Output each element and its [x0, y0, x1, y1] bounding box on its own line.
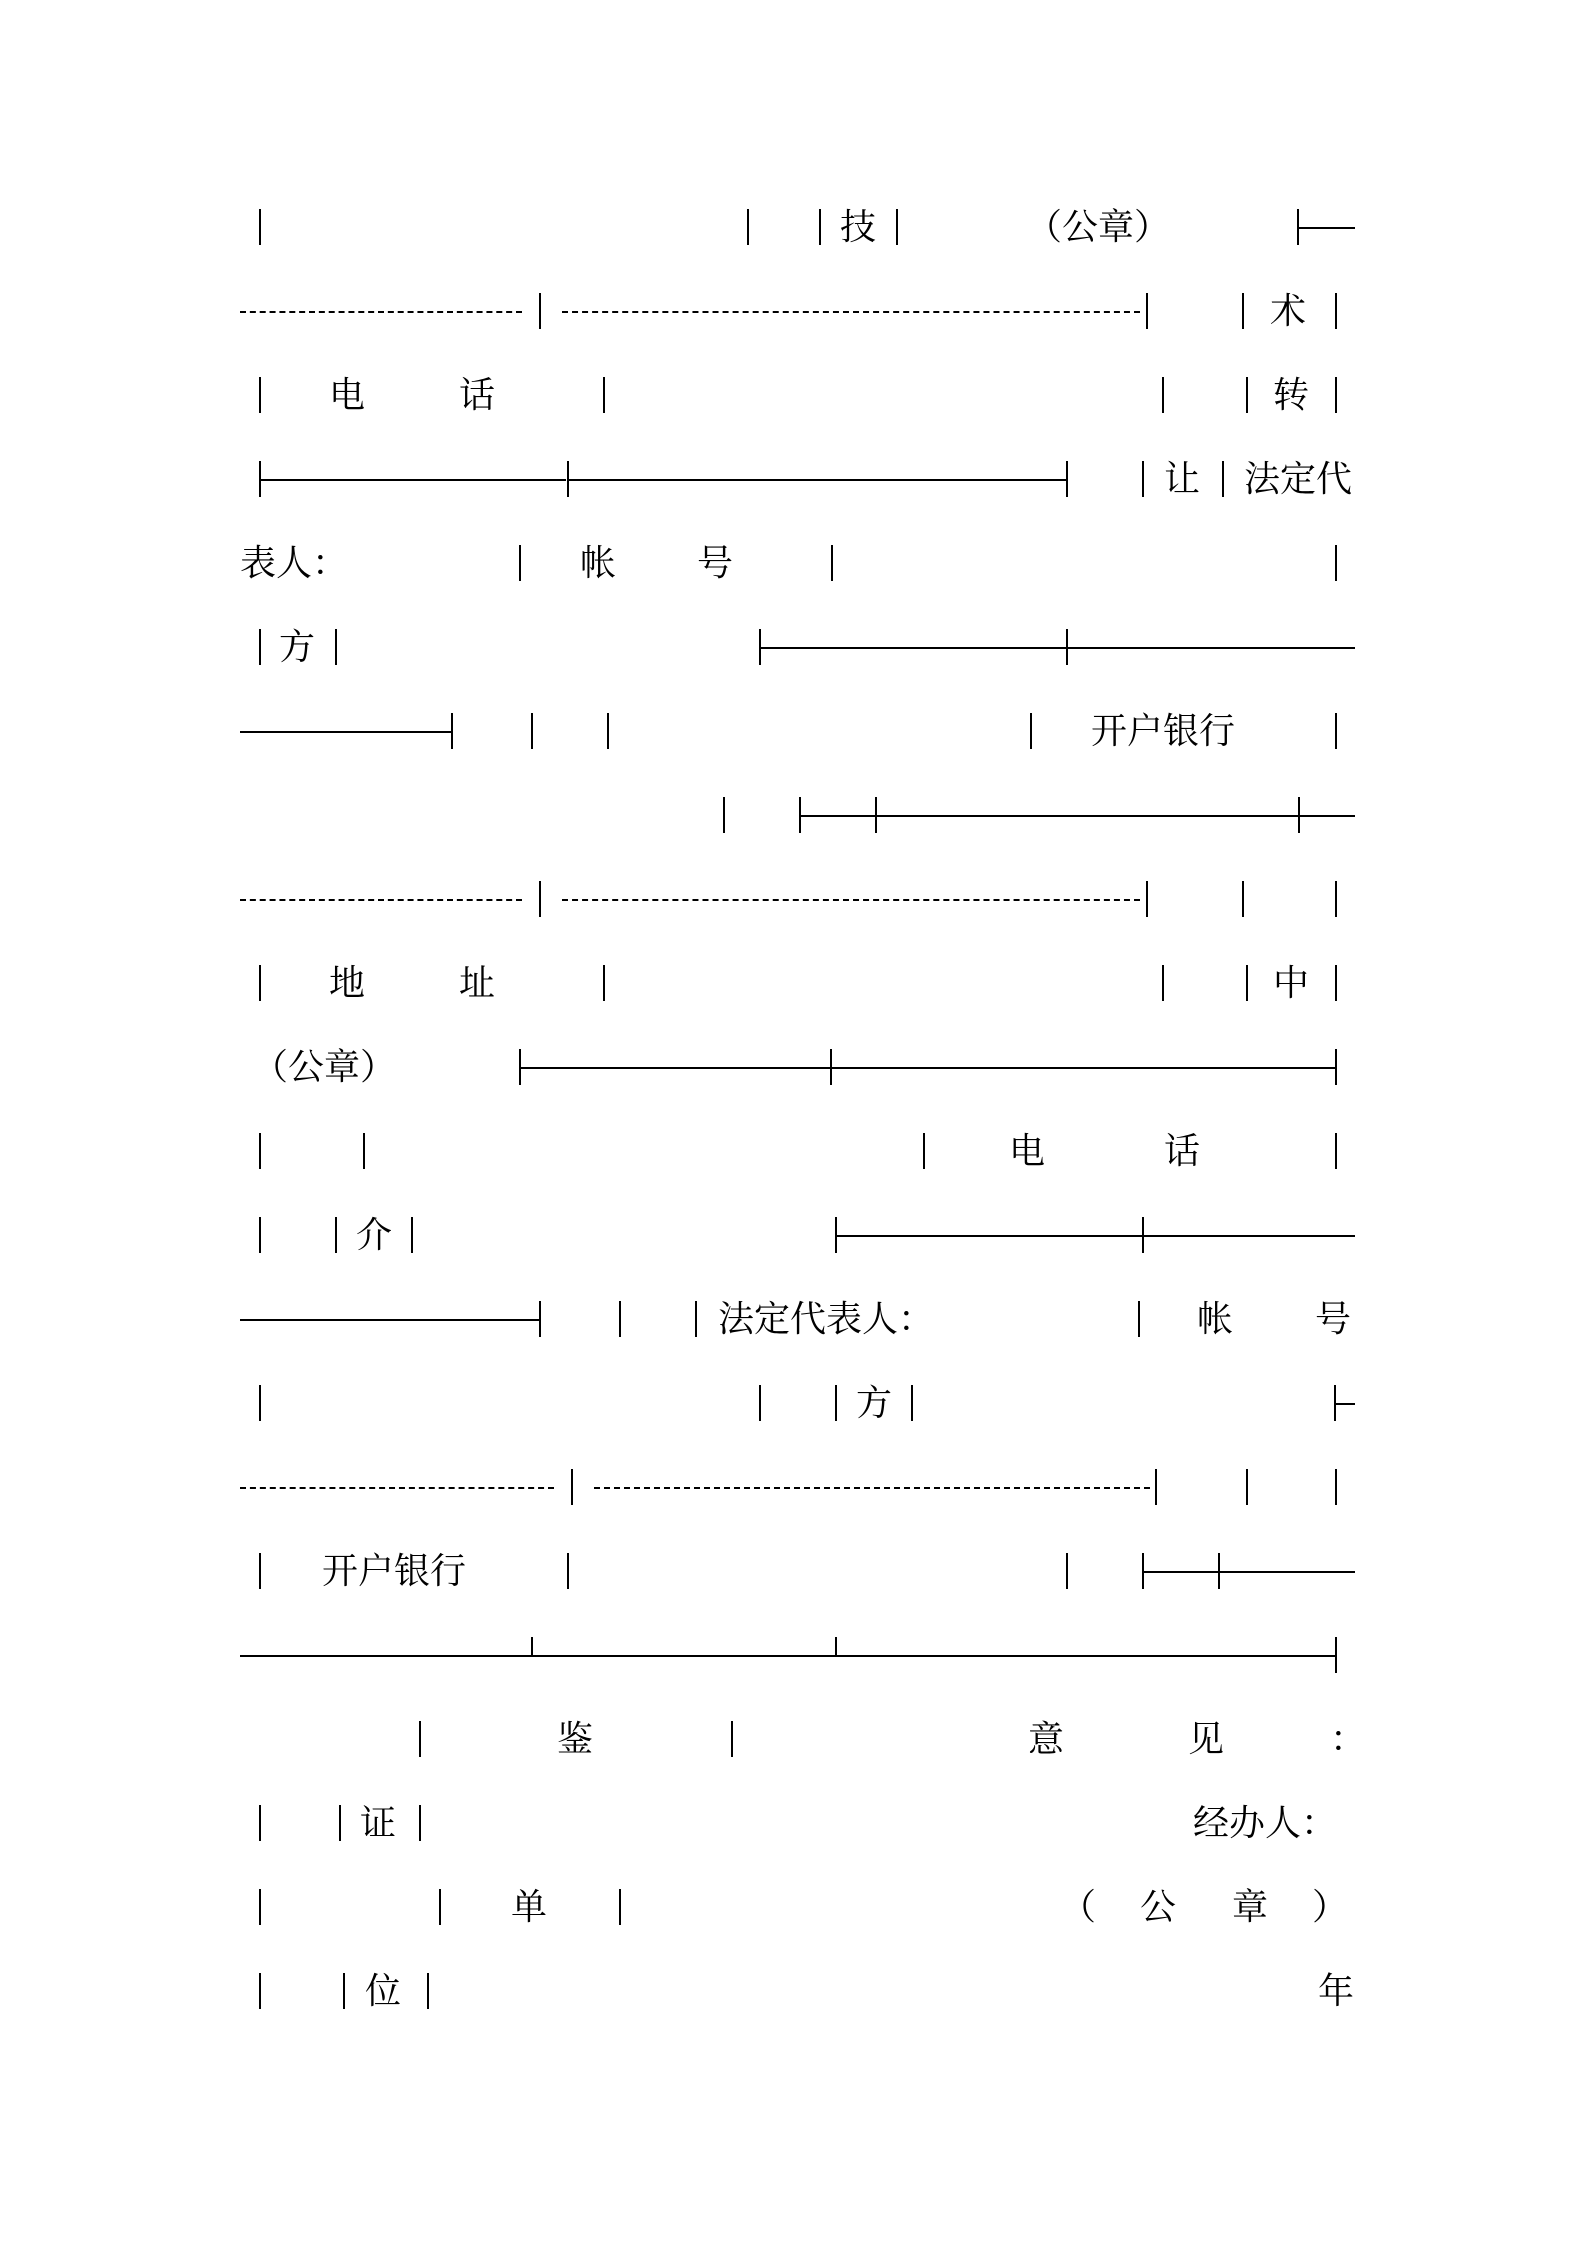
table-border — [259, 1889, 261, 1925]
label-jian: 鉴 — [556, 1719, 594, 1760]
form-row-22 — [0, 1962, 1586, 2022]
form-row-3 — [0, 366, 1586, 426]
table-border — [836, 1235, 1142, 1237]
table-border — [539, 881, 541, 917]
table-border — [240, 731, 451, 733]
table-border — [835, 1637, 837, 1655]
table-border — [335, 629, 337, 665]
table-border — [568, 479, 1066, 481]
form-row-13 — [0, 1206, 1586, 1266]
label-colon: ： — [1329, 1719, 1367, 1760]
table-border — [835, 1385, 837, 1421]
label-jian-view: 见 — [1187, 1719, 1225, 1760]
table-border — [594, 1487, 1150, 1489]
label-wei: 位 — [364, 1971, 402, 2012]
table-border — [760, 647, 1066, 649]
label-fang: 方 — [278, 627, 316, 668]
label-jie: 介 — [355, 1215, 393, 1256]
table-border — [343, 1973, 345, 2009]
form-row-2 — [0, 282, 1586, 342]
label-paren-open: （ — [1059, 1887, 1097, 1928]
label-shu: 术 — [1269, 291, 1307, 332]
table-border — [260, 479, 566, 481]
table-border — [567, 1553, 569, 1589]
table-border — [911, 1385, 913, 1421]
label-gong: 公 — [1139, 1887, 1177, 1928]
table-border — [562, 311, 1140, 313]
table-border — [1066, 1553, 1068, 1589]
table-border — [539, 293, 541, 329]
form-row-19 — [0, 1710, 1586, 1770]
table-border — [419, 1721, 421, 1757]
label-hua: 话 — [1163, 1131, 1201, 1172]
label-dan: 单 — [510, 1887, 548, 1928]
label-rang: 让 — [1163, 459, 1201, 500]
table-border — [896, 209, 898, 245]
table-border — [1162, 965, 1164, 1001]
label-zhang: 帐 — [579, 543, 617, 584]
table-border — [1030, 713, 1032, 749]
table-border — [539, 1301, 541, 1337]
table-border — [427, 1973, 429, 2009]
table-border — [1298, 227, 1355, 229]
table-border — [259, 209, 261, 245]
table-border — [1143, 1571, 1218, 1573]
table-border — [259, 1385, 261, 1421]
table-border — [240, 1487, 554, 1489]
label-hao: 号 — [1314, 1299, 1352, 1340]
label-zhuan: 转 — [1272, 375, 1310, 416]
table-border — [259, 1133, 261, 1169]
table-border — [562, 899, 1140, 901]
table-border — [1066, 461, 1068, 497]
table-border — [1155, 1469, 1157, 1505]
form-row-12 — [0, 1122, 1586, 1182]
table-border — [1219, 1571, 1355, 1573]
table-border — [259, 965, 261, 1001]
table-border — [603, 377, 605, 413]
label-zhang: 帐 — [1196, 1299, 1234, 1340]
table-border — [1335, 1049, 1337, 1085]
table-border — [800, 815, 875, 817]
label-hao: 号 — [696, 543, 734, 584]
table-border — [923, 1133, 925, 1169]
table-border — [1162, 377, 1164, 413]
table-border — [240, 899, 522, 901]
label-zhong: 中 — [1272, 963, 1310, 1004]
table-border — [723, 797, 725, 833]
form-row-1 — [0, 198, 1586, 258]
table-border — [1067, 647, 1355, 649]
table-border — [1335, 881, 1337, 917]
label-representative: 表人： — [240, 543, 349, 584]
table-border — [1335, 965, 1337, 1001]
form-row-6 — [0, 618, 1586, 678]
table-border — [520, 1067, 830, 1069]
table-border — [1143, 1235, 1355, 1237]
table-border — [363, 1133, 365, 1169]
table-border — [1335, 293, 1337, 329]
label-zhang-seal: 章 — [1231, 1887, 1269, 1928]
form-row-4 — [0, 450, 1586, 510]
label-zheng: 证 — [359, 1803, 397, 1844]
label-fang: 方 — [855, 1383, 893, 1424]
form-row-5 — [0, 534, 1586, 594]
form-row-14 — [0, 1290, 1586, 1350]
form-row-11 — [0, 1038, 1586, 1098]
table-border — [259, 377, 261, 413]
label-di: 地 — [328, 963, 366, 1004]
label-yi: 意 — [1027, 1719, 1065, 1760]
table-border — [571, 1469, 573, 1505]
table-border — [1335, 1637, 1337, 1673]
table-border — [1335, 1469, 1337, 1505]
table-border — [419, 1805, 421, 1841]
form-row-7 — [0, 702, 1586, 762]
table-border — [240, 1319, 539, 1321]
form-row-17 — [0, 1542, 1586, 1602]
label-ji: 技 — [839, 207, 877, 248]
table-border — [339, 1805, 341, 1841]
table-border — [1335, 1403, 1355, 1405]
table-border — [1335, 713, 1337, 749]
form-row-16 — [0, 1458, 1586, 1518]
table-border — [607, 713, 609, 749]
table-border — [1142, 461, 1144, 497]
table-border — [240, 1655, 1335, 1657]
table-border — [519, 545, 521, 581]
table-border — [603, 965, 605, 1001]
table-border — [259, 1553, 261, 1589]
label-year: 年 — [1317, 1971, 1355, 2012]
label-handler: 经办人： — [1192, 1803, 1338, 1844]
table-border — [259, 1217, 261, 1253]
label-zhi: 址 — [458, 963, 496, 1004]
form-row-18 — [0, 1626, 1586, 1686]
table-border — [439, 1889, 441, 1925]
table-border — [531, 713, 533, 749]
table-border — [831, 1067, 1335, 1069]
label-bank: 开户银行 — [321, 1551, 467, 1592]
table-border — [451, 713, 453, 749]
table-border — [619, 1889, 621, 1925]
table-border — [259, 629, 261, 665]
form-row-8 — [0, 786, 1586, 846]
table-border — [411, 1217, 413, 1253]
label-hua: 话 — [458, 375, 496, 416]
label-dian: 电 — [1008, 1131, 1046, 1172]
label-official-seal: （公章） — [1025, 207, 1171, 248]
table-border — [1138, 1301, 1140, 1337]
label-legal-representative: 法定代表人： — [718, 1299, 935, 1340]
table-border — [1242, 293, 1244, 329]
table-border — [747, 209, 749, 245]
form-row-20 — [0, 1794, 1586, 1854]
table-border — [1246, 965, 1248, 1001]
table-border — [335, 1217, 337, 1253]
table-border — [819, 209, 821, 245]
label-paren-close: ） — [1311, 1887, 1349, 1928]
table-border — [1246, 1469, 1248, 1505]
form-row-10 — [0, 954, 1586, 1014]
table-border — [1242, 881, 1244, 917]
table-border — [1335, 1133, 1337, 1169]
form-row-15 — [0, 1374, 1586, 1434]
table-border — [619, 1301, 621, 1337]
table-border — [1335, 377, 1337, 413]
table-border — [1335, 545, 1337, 581]
label-bank: 开户银行 — [1090, 711, 1236, 752]
table-border — [1146, 293, 1148, 329]
table-border — [759, 1385, 761, 1421]
table-border — [1246, 377, 1248, 413]
table-border — [876, 815, 1298, 817]
label-legal-rep-part: 法定代 — [1243, 459, 1353, 500]
form-row-9 — [0, 870, 1586, 930]
form-row-21 — [0, 1878, 1586, 1938]
table-border — [1146, 881, 1148, 917]
table-border — [259, 1973, 261, 2009]
table-border — [1222, 461, 1224, 497]
table-border — [531, 1637, 533, 1655]
table-border — [831, 545, 833, 581]
label-dian: 电 — [328, 375, 366, 416]
table-border — [1299, 815, 1355, 817]
table-border — [731, 1721, 733, 1757]
table-border — [240, 311, 522, 313]
table-border — [695, 1301, 697, 1337]
label-official-seal: （公章） — [252, 1047, 397, 1088]
table-border — [259, 1805, 261, 1841]
